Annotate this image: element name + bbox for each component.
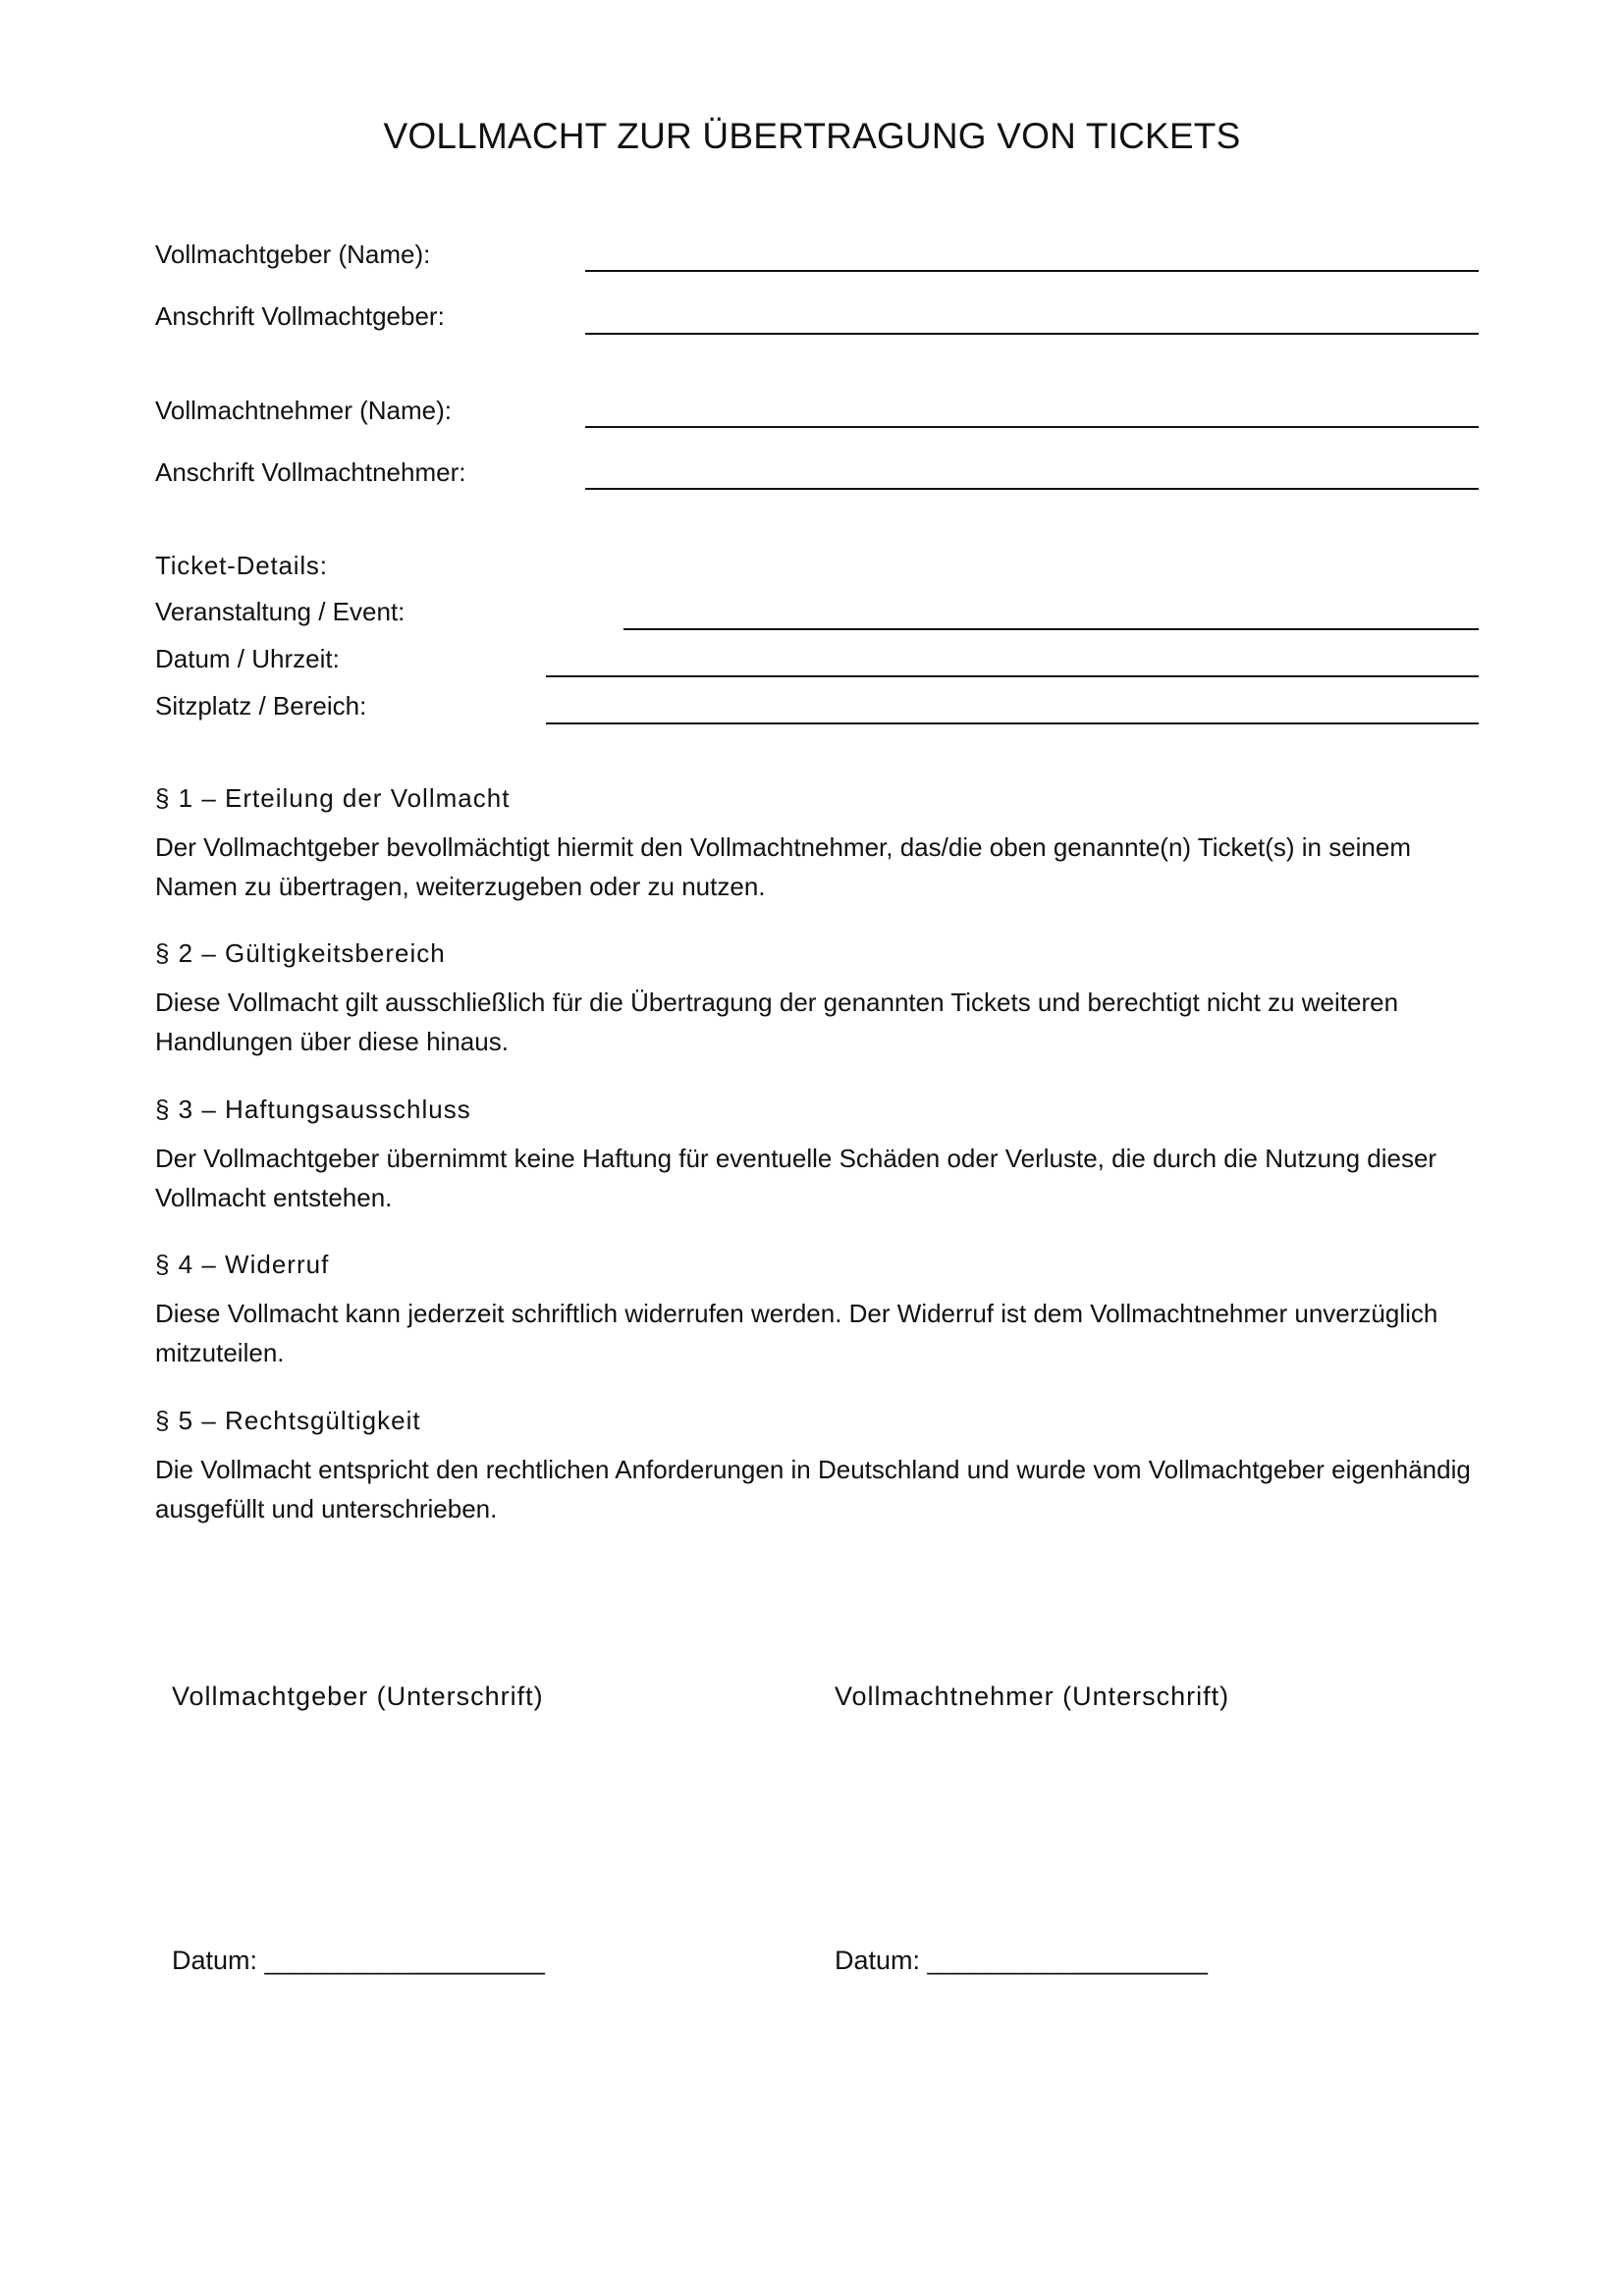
section-3-heading: § 3 – Haftungsausschluss bbox=[155, 1095, 471, 1124]
seat-label: Sitzplatz / Bereich: bbox=[155, 691, 367, 721]
vollmachtgeber-name-label: Vollmachtgeber (Name): bbox=[155, 240, 431, 269]
section-4-text: Diese Vollmacht kann jederzeit schriftlich widerrufen werden. Der Widerruf ist dem Vollmachtnehmer unverzüglich mitzuteilen. bbox=[155, 1299, 1438, 1367]
date-time-label: Datum / Uhrzeit: bbox=[155, 644, 340, 673]
event-label: Veranstaltung / Event: bbox=[155, 597, 406, 626]
date-time-line[interactable] bbox=[546, 675, 1479, 677]
seat-line[interactable] bbox=[546, 722, 1479, 724]
document-title: VOLLMACHT ZUR ÜBERTRAGUNG VON TICKETS bbox=[383, 116, 1241, 156]
vollmachtnehmer-date-field[interactable]: Datum: ___________________ bbox=[835, 1946, 1208, 1975]
vollmachtgeber-address-line[interactable] bbox=[585, 333, 1479, 335]
vollmachtnehmer-name-label: Vollmachtnehmer (Name): bbox=[155, 396, 452, 425]
section-2-heading: § 2 – Gültigkeitsbereich bbox=[155, 938, 446, 968]
section-2-text: Diese Vollmacht gilt ausschließlich für die Übertragung der genannten Tickets und berechtigt nicht zu weiteren Handlungen über diese hinaus. bbox=[155, 988, 1399, 1056]
vollmachtgeber-name-line[interactable] bbox=[585, 270, 1479, 272]
vollmachtnehmer-signature-label: Vollmachtnehmer (Unterschrift) bbox=[835, 1682, 1230, 1711]
section-1-heading: § 1 – Erteilung der Vollmacht bbox=[155, 783, 511, 813]
vollmachtgeber-address-label: Anschrift Vollmachtgeber: bbox=[155, 301, 445, 331]
section-5-text: Die Vollmacht entspricht den rechtlichen Anforderungen in Deutschland und wurde vom Vollmachtgeber eigenhändig ausgefüllt und unterschrieben. bbox=[155, 1455, 1471, 1523]
vollmachtgeber-signature-label: Vollmachtgeber (Unterschrift) bbox=[172, 1682, 544, 1711]
section-3-text: Der Vollmachtgeber übernimmt keine Haftung für eventuelle Schäden oder Verluste, die durch die Nutzung dieser Vollmacht entstehen. bbox=[155, 1144, 1437, 1212]
section-4-heading: § 4 – Widerruf bbox=[155, 1250, 330, 1279]
vollmachtnehmer-address-line[interactable] bbox=[585, 488, 1479, 490]
vollmachtnehmer-address-label: Anschrift Vollmachtnehmer: bbox=[155, 457, 466, 487]
vollmachtgeber-date-field[interactable]: Datum: ___________________ bbox=[172, 1946, 545, 1975]
section-5-heading: § 5 – Rechtsgültigkeit bbox=[155, 1406, 421, 1435]
event-line[interactable] bbox=[623, 628, 1479, 630]
ticket-details-heading: Ticket-Details: bbox=[155, 551, 328, 580]
section-1-text: Der Vollmachtgeber bevollmächtigt hiermit den Vollmachtnehmer, das/die oben genannte(n) Ticket(s) in seinem Namen zu übertragen, weiterzugeben oder zu nutzen. bbox=[155, 832, 1412, 901]
vollmachtnehmer-name-line[interactable] bbox=[585, 426, 1479, 428]
